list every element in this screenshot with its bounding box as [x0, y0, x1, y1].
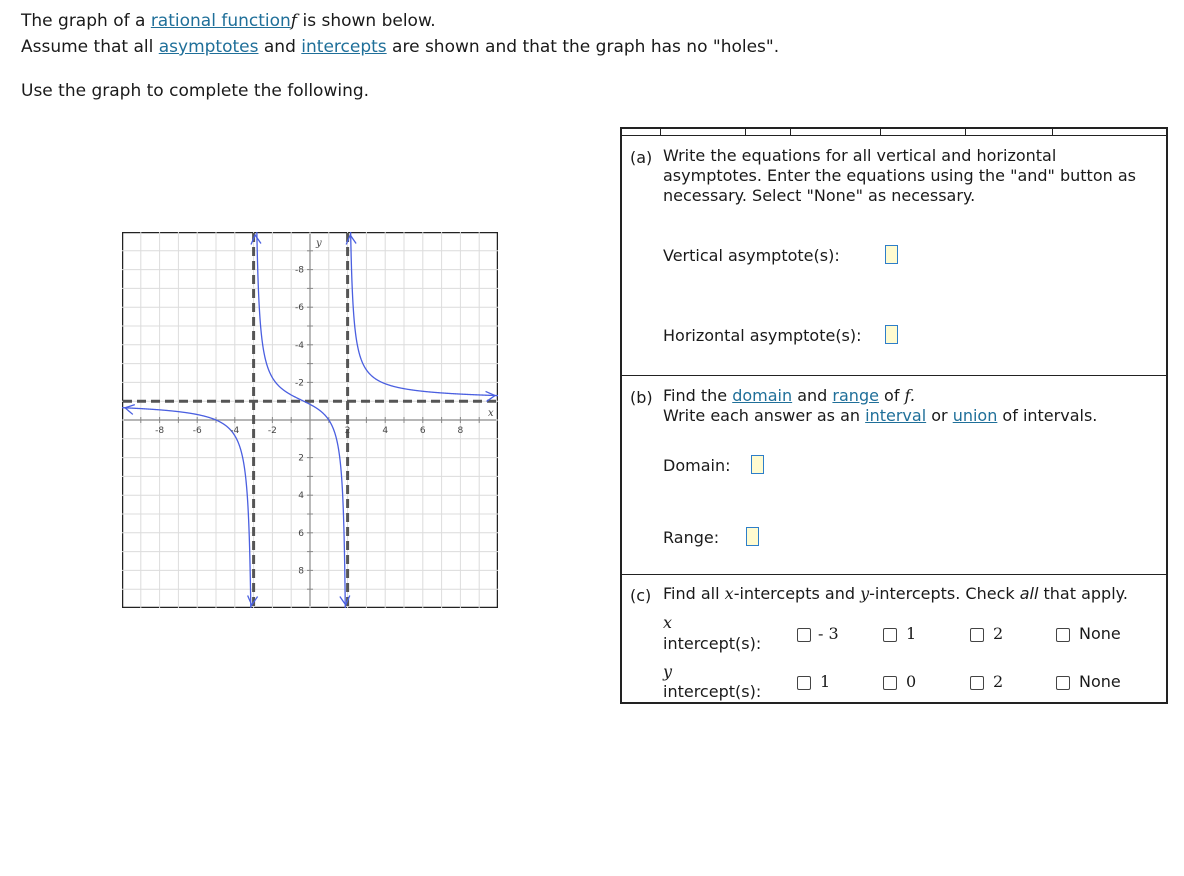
section-c-instructions: Find all x-intercepts and y-intercepts. Check all that apply.	[663, 584, 1128, 603]
x-tick-label: 8	[457, 426, 464, 436]
y-tick-label: 6	[298, 528, 304, 539]
function-graph	[122, 232, 498, 608]
y-tick-label: 8	[298, 566, 304, 577]
union-link[interactable]: union	[952, 406, 998, 425]
section-c	[622, 575, 1166, 704]
section-b-label: (b)	[630, 388, 653, 407]
y-intercept-option-none-label: None	[1079, 672, 1121, 691]
range-input[interactable]	[746, 527, 759, 546]
y-intercept-var: y	[663, 662, 673, 681]
y-intercept-option-0-checkbox[interactable]	[883, 676, 897, 690]
y-tick-label: -8	[295, 265, 304, 276]
y-tick-label: -4	[295, 340, 304, 351]
y-intercept-option-2-checkbox[interactable]	[970, 676, 984, 690]
y-intercept-option-none-checkbox[interactable]	[1056, 676, 1070, 690]
x-intercept-option-neg3-checkbox[interactable]	[797, 628, 811, 642]
section-a	[622, 135, 1166, 376]
section-b-line-1: Find the domain and range of f.	[663, 386, 915, 405]
range-link[interactable]: range	[832, 386, 879, 405]
section-b-line-2: Write each answer as an interval or union of intervals.	[663, 406, 1098, 425]
x-intercept-var: x	[663, 613, 673, 632]
range-label: Range:	[663, 528, 720, 547]
section-a-label: (a)	[630, 148, 653, 167]
problem-intro	[21, 8, 779, 104]
interval-link[interactable]: interval	[865, 406, 927, 425]
asymptotes-link[interactable]: asymptotes	[158, 37, 259, 57]
intro-line-1: The graph of a rational functionf is shown below.	[21, 11, 436, 31]
x-tick-label: -8	[155, 426, 165, 436]
x-intercept-option-2-label: 2	[993, 624, 1004, 643]
intercepts-link[interactable]: intercepts	[301, 37, 387, 57]
rational-function-link[interactable]: rational function	[150, 11, 291, 31]
y-intercept-label: intercept(s):	[663, 682, 762, 701]
section-a-instructions: Write the equations for all vertical and horizontal asymptotes. Enter the equations using the "and" button as necessary. Select "None" as necessary.	[663, 146, 1136, 205]
domain-input[interactable]	[751, 455, 764, 474]
y-intercept-option-1-checkbox[interactable]	[797, 676, 811, 690]
x-tick-label: -6	[192, 426, 202, 436]
y-intercept-option-2-label: 2	[993, 672, 1004, 691]
y-intercept-option-1-label: 1	[820, 672, 831, 691]
x-tick-label: 4	[382, 426, 389, 436]
intro-line-3: Use the graph to complete the following.	[21, 81, 370, 101]
domain-link[interactable]: domain	[732, 386, 793, 405]
y-intercept-option-0-label: 0	[906, 672, 917, 691]
y-tick-label: -6	[295, 303, 304, 314]
section-b	[622, 376, 1166, 575]
x-tick-label: -4	[230, 426, 240, 436]
x-intercept-option-1-checkbox[interactable]	[883, 628, 897, 642]
x-intercept-option-none-checkbox[interactable]	[1056, 628, 1070, 642]
y-tick-label: 4	[298, 491, 304, 502]
vertical-asymptote-input[interactable]	[885, 245, 898, 264]
horizontal-asymptote-input[interactable]	[885, 325, 898, 344]
horizontal-asymptote-label: Horizontal asymptote(s):	[663, 326, 862, 345]
vertical-asymptote-label: Vertical asymptote(s):	[663, 246, 840, 265]
x-intercept-option-1-label: 1	[906, 624, 917, 643]
section-c-label: (c)	[630, 586, 652, 605]
x-intercept-option-none-label: None	[1079, 624, 1121, 643]
domain-label: Domain:	[663, 456, 731, 475]
y-tick-label: -2	[295, 378, 304, 389]
x-axis-label: x	[488, 408, 494, 419]
x-intercept-label: intercept(s):	[663, 634, 762, 653]
x-intercept-option-neg3-label: - 3	[818, 624, 839, 643]
y-axis-label: y	[316, 238, 322, 249]
x-tick-label: -2	[267, 426, 277, 436]
x-tick-label: 6	[419, 426, 426, 436]
x-tick-label: 2	[344, 426, 351, 436]
y-tick-label: 2	[298, 453, 304, 464]
intro-line-2: Assume that all asymptotes and intercepts are shown and that the graph has no "holes".	[21, 37, 780, 57]
question-panel	[620, 127, 1168, 704]
section-b-instructions	[663, 386, 1152, 426]
x-intercept-option-2-checkbox[interactable]	[970, 628, 984, 642]
